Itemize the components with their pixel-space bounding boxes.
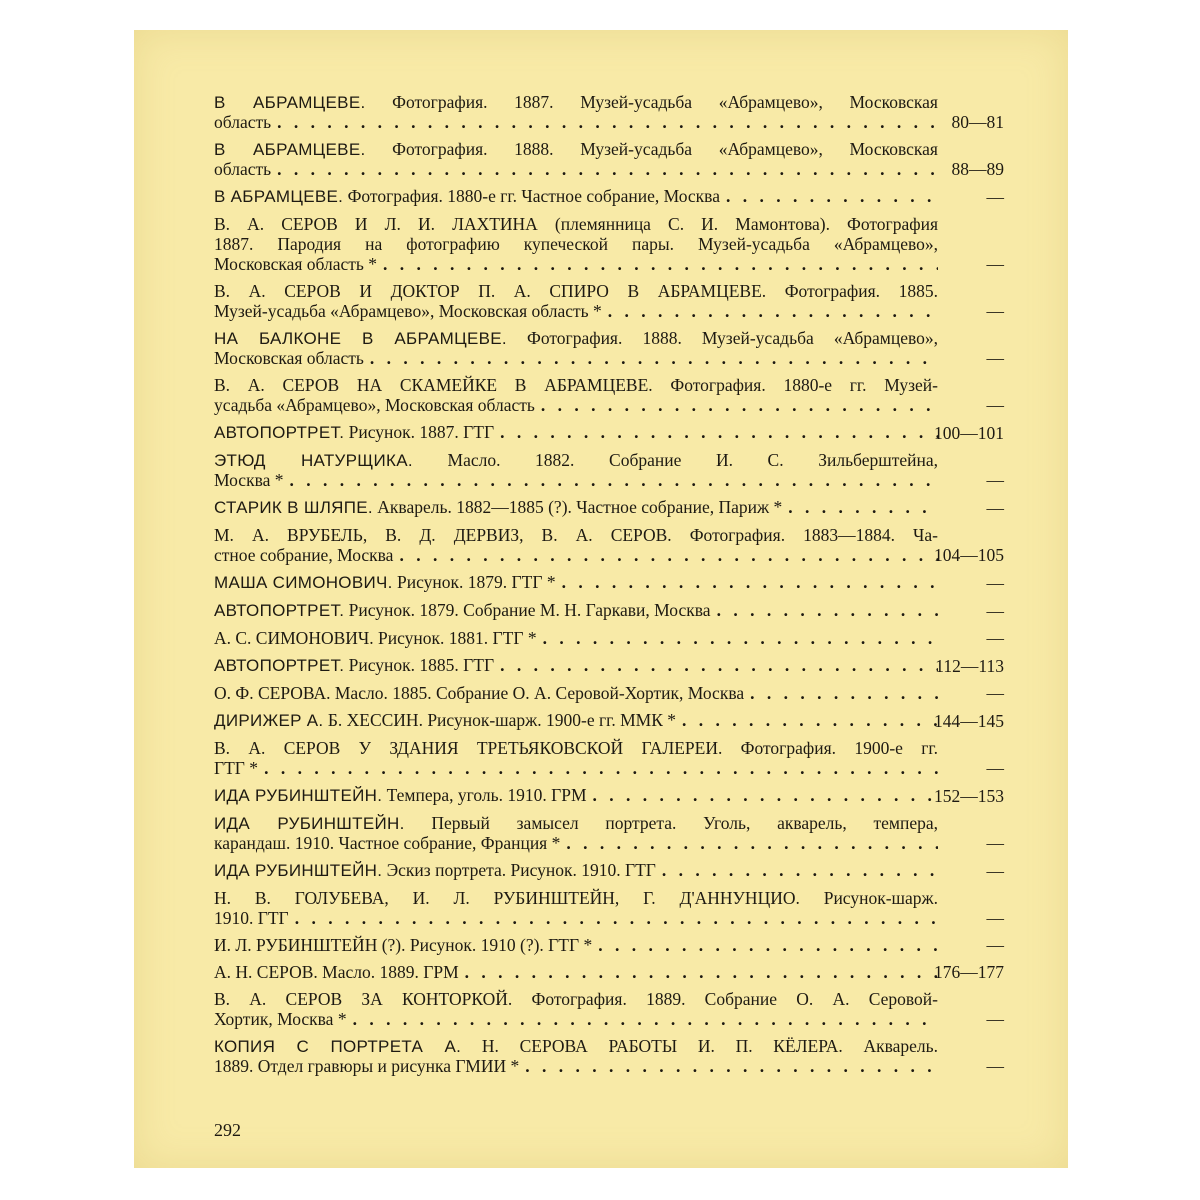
index-entry <box>214 738 1004 778</box>
dot-leader <box>608 301 938 321</box>
entry-line-text: ДИРИЖЕР А. Б. ХЕССИН. Рисунок-шарж. 1900-е гг. ММК * <box>214 710 677 730</box>
dot-leader <box>788 497 938 517</box>
index-entry <box>214 422 1004 443</box>
entry-page-ref: — <box>986 683 1004 703</box>
entry-description <box>214 572 938 593</box>
entry-description <box>214 214 938 274</box>
dot-leader <box>717 600 938 620</box>
dot-leader <box>277 112 938 132</box>
entry-line-text: область <box>214 112 272 132</box>
entry-line: В АБРАМЦЕВЕ. Фотография. 1888. Музей-усадьба «Абрамцево», Московская <box>214 139 938 159</box>
entry-page-ref: 112—113 <box>935 656 1004 676</box>
entry-line <box>214 395 938 415</box>
entry-description <box>214 600 938 621</box>
entry-line <box>214 112 938 132</box>
index-entry <box>214 214 1004 274</box>
entry-title: В АБРАМЦЕВЕ. <box>214 187 344 206</box>
index-entry <box>214 935 1004 955</box>
dot-leader <box>726 186 938 206</box>
entry-line-text: А. Н. СЕРОВ. Масло. 1889. ГРМ <box>214 962 459 982</box>
entry-line-text: АВТОПОРТРЕТ. Рисунок. 1887. ГТГ <box>214 422 495 442</box>
entry-line-text: усадьба «Абрамцево», Московская область <box>214 395 535 415</box>
entry-line <box>214 186 938 207</box>
entry-title: НА БАЛКОНЕ В АБРАМЦЕВЕ. <box>214 329 507 348</box>
entry-line: В. А. СЕРОВ У ЗДАНИЯ ТРЕТЬЯКОВСКОЙ ГАЛЕРЕИ. Фотография. 1900-е гг. <box>214 738 938 758</box>
entry-line <box>214 833 938 853</box>
entry-title: СТАРИК В ШЛЯПЕ. <box>214 498 373 517</box>
index-entry <box>214 628 1004 648</box>
entry-title: ЭТЮД НАТУРЩИКА. <box>214 451 413 470</box>
entry-line-text: МАША СИМОНОВИЧ. Рисунок. 1879. ГТГ * <box>214 572 556 592</box>
entry-line-text: Музей-усадьба «Абрамцево», Московская область * <box>214 301 602 321</box>
dot-leader <box>562 572 938 592</box>
entry-line: НА БАЛКОНЕ В АБРАМЦЕВЕ. Фотография. 1888. Музей-усадьба «Абрамцево», <box>214 328 938 348</box>
dot-leader <box>353 1009 938 1029</box>
index-entry <box>214 785 1004 806</box>
index-entry <box>214 186 1004 207</box>
entry-line-text: СТАРИК В ШЛЯПЕ. Акварель. 1882—1885 (?). Частное собрание, Париж * <box>214 497 783 517</box>
entry-line <box>214 422 938 443</box>
entry-description <box>214 450 938 490</box>
entry-line-text: ИДА РУБИНШТЕЙН. Темпера, уголь. 1910. ГРМ <box>214 785 587 805</box>
index-entry <box>214 989 1004 1029</box>
entry-description <box>214 655 938 676</box>
entry-title: МАША СИМОНОВИЧ. <box>214 573 393 592</box>
entry-line <box>214 600 938 621</box>
entry-description <box>214 92 938 132</box>
entry-line: Н. В. ГОЛУБЕВА, И. Л. РУБИНШТЕЙН, Г. Д'АННУНЦИО. Рисунок-шарж. <box>214 888 938 908</box>
dot-leader <box>566 833 938 853</box>
index-entry <box>214 962 1004 982</box>
entry-line-text: И. Л. РУБИНШТЕЙН (?). Рисунок. 1910 (?). ГТГ * <box>214 935 593 955</box>
entry-line <box>214 758 938 778</box>
entry-description <box>214 186 938 207</box>
entry-line <box>214 683 938 703</box>
entry-line <box>214 545 938 565</box>
entry-line <box>214 935 938 955</box>
entry-page-ref: — <box>986 254 1004 274</box>
dot-leader <box>295 908 938 928</box>
index-entry <box>214 655 1004 676</box>
index-entry <box>214 450 1004 490</box>
dot-leader <box>750 683 938 703</box>
entry-title: АВТОПОРТРЕТ. <box>214 423 345 442</box>
entry-line: ИДА РУБИНШТЕЙН. Первый замысел портрета. Уголь, акварель, темпера, <box>214 813 938 833</box>
entry-page-ref: — <box>986 395 1004 415</box>
entry-line-text: Московская область <box>214 348 364 368</box>
entry-description <box>214 375 938 415</box>
entry-page-ref: 100—101 <box>934 423 1004 443</box>
dot-leader <box>370 348 938 368</box>
illustration-index-list <box>214 92 1004 1083</box>
index-entry <box>214 572 1004 593</box>
index-entry <box>214 525 1004 565</box>
entry-line <box>214 572 938 593</box>
dot-leader <box>465 962 938 982</box>
entry-page-ref: — <box>986 573 1004 593</box>
index-entry <box>214 813 1004 853</box>
entry-page-ref: — <box>986 1056 1004 1076</box>
entry-line-text: 1889. Отдел гравюры и рисунка ГМИИ * <box>214 1056 520 1076</box>
book-page <box>134 30 1068 1168</box>
entry-line-text: Московская область * <box>214 254 378 274</box>
entry-line-text: область <box>214 159 272 179</box>
entry-line <box>214 785 938 806</box>
entry-line-text: ГТГ * <box>214 758 259 778</box>
entry-line-text: Москва * <box>214 470 284 490</box>
entry-title: ИДА РУБИНШТЕЙН. <box>214 861 383 880</box>
entry-line <box>214 710 938 731</box>
entry-description <box>214 281 938 321</box>
index-entry <box>214 1036 1004 1076</box>
entry-page-ref: — <box>986 498 1004 518</box>
entry-description <box>214 989 938 1029</box>
entry-page-ref: — <box>986 301 1004 321</box>
dot-leader <box>593 785 938 805</box>
entry-page-ref: 144—145 <box>934 711 1004 731</box>
entry-description <box>214 738 938 778</box>
dot-leader <box>682 710 938 730</box>
entry-line-text: АВТОПОРТРЕТ. Рисунок. 1885. ГТГ <box>214 655 495 675</box>
entry-page-ref: — <box>986 758 1004 778</box>
entry-page-ref: — <box>986 601 1004 621</box>
index-entry <box>214 860 1004 881</box>
entry-line <box>214 301 938 321</box>
entry-title: ИДА РУБИНШТЕЙН. <box>214 814 405 833</box>
entry-description <box>214 785 938 806</box>
entry-title: КОПИЯ С ПОРТРЕТА А. <box>214 1037 462 1056</box>
entry-line <box>214 962 938 982</box>
entry-title: АВТОПОРТРЕТ. <box>214 656 345 675</box>
entry-page-ref: 80—81 <box>951 112 1004 132</box>
entry-title: В АБРАМЦЕВЕ. <box>214 140 366 159</box>
entry-line: В АБРАМЦЕВЕ. Фотография. 1887. Музей-усадьба «Абрамцево», Московская <box>214 92 938 112</box>
entry-page-ref: 104—105 <box>934 545 1004 565</box>
entry-line-text: В АБРАМЦЕВЕ. Фотография. 1880-е гг. Частное собрание, Москва <box>214 186 720 206</box>
dot-leader <box>290 470 938 490</box>
entry-line <box>214 470 938 490</box>
entry-title: ИДА РУБИНШТЕЙН. <box>214 786 383 805</box>
dot-leader <box>399 545 938 565</box>
page-number: 292 <box>214 1120 241 1140</box>
index-entry <box>214 328 1004 368</box>
entry-line: В. А. СЕРОВ И ДОКТОР П. А. СПИРО В АБРАМЦЕВЕ. Фотография. 1885. <box>214 281 938 301</box>
dot-leader <box>598 935 938 955</box>
entry-line <box>214 348 938 368</box>
entry-description <box>214 328 938 368</box>
index-entry <box>214 281 1004 321</box>
dot-leader <box>500 422 938 442</box>
dot-leader <box>662 860 938 880</box>
dot-leader <box>264 758 938 778</box>
dot-leader <box>500 655 938 675</box>
entry-description <box>214 935 938 955</box>
entry-page-ref: — <box>986 935 1004 955</box>
dot-leader <box>525 1056 938 1076</box>
entry-description <box>214 710 938 731</box>
entry-page-ref: — <box>986 833 1004 853</box>
entry-line <box>214 628 938 648</box>
entry-line: В. А. СЕРОВ И Л. И. ЛАХТИНА (племянница С. И. Мамонтова). Фотография <box>214 214 938 234</box>
index-entry <box>214 497 1004 518</box>
index-entry <box>214 139 1004 179</box>
entry-page-ref: — <box>986 1009 1004 1029</box>
dot-leader <box>383 254 938 274</box>
entry-page-ref: — <box>986 187 1004 207</box>
entry-description <box>214 962 938 982</box>
entry-description <box>214 628 938 648</box>
entry-line: В. А. СЕРОВ НА СКАМЕЙКЕ В АБРАМЦЕВЕ. Фотография. 1880-е гг. Музей- <box>214 375 938 395</box>
entry-line <box>214 1056 938 1076</box>
index-entry <box>214 710 1004 731</box>
entry-title: ДИРИЖЕР А. <box>214 711 324 730</box>
entry-description <box>214 1036 938 1076</box>
entry-line: В. А. СЕРОВ ЗА КОНТОРКОЙ. Фотография. 1889. Собрание О. А. Серовой- <box>214 989 938 1009</box>
entry-description <box>214 813 938 853</box>
entry-line-text: карандаш. 1910. Частное собрание, Франция * <box>214 833 561 853</box>
index-entry <box>214 600 1004 621</box>
entry-line-text: АВТОПОРТРЕТ. Рисунок. 1879. Собрание М. Н. Гаркави, Москва <box>214 600 711 620</box>
entry-description <box>214 683 938 703</box>
entry-page-ref: — <box>986 861 1004 881</box>
entry-line <box>214 655 938 676</box>
entry-line-text: Хортик, Москва * <box>214 1009 347 1029</box>
dot-leader <box>541 395 938 415</box>
entry-description <box>214 888 938 928</box>
index-entry <box>214 375 1004 415</box>
entry-title: В АБРАМЦЕВЕ. <box>214 93 366 112</box>
entry-page-ref: — <box>986 628 1004 648</box>
entry-line: 1887. Пародия на фотографию купеческой пары. Музей-усадьба «Абрамцево», <box>214 234 938 254</box>
entry-line <box>214 254 938 274</box>
entry-description <box>214 525 938 565</box>
entry-page-ref: — <box>986 348 1004 368</box>
entry-line-text: 1910. ГТГ <box>214 908 289 928</box>
entry-line <box>214 497 938 518</box>
dot-leader <box>543 628 938 648</box>
entry-line: М. А. ВРУБЕЛЬ, В. Д. ДЕРВИЗ, В. А. СЕРОВ. Фотография. 1883—1884. Ча- <box>214 525 938 545</box>
entry-title: АВТОПОРТРЕТ. <box>214 601 345 620</box>
entry-line: КОПИЯ С ПОРТРЕТА А. Н. СЕРОВА РАБОТЫ И. П. КЁЛЕРА. Акварель. <box>214 1036 938 1056</box>
entry-description <box>214 422 938 443</box>
entry-page-ref: — <box>986 470 1004 490</box>
entry-description <box>214 497 938 518</box>
entry-line <box>214 860 938 881</box>
entry-description <box>214 860 938 881</box>
dot-leader <box>277 159 938 179</box>
entry-page-ref: 152—153 <box>934 786 1004 806</box>
entry-line-text: А. С. СИМОНОВИЧ. Рисунок. 1881. ГТГ * <box>214 628 537 648</box>
entry-page-ref: 176—177 <box>934 962 1004 982</box>
entry-line-text: ИДА РУБИНШТЕЙН. Эскиз портрета. Рисунок. 1910. ГТГ <box>214 860 656 880</box>
entry-line: ЭТЮД НАТУРЩИКА. Масло. 1882. Собрание И. С. Зильберштейна, <box>214 450 938 470</box>
index-entry <box>214 888 1004 928</box>
entry-description <box>214 139 938 179</box>
entry-line-text: стное собрание, Москва <box>214 545 394 565</box>
index-entry <box>214 683 1004 703</box>
entry-line <box>214 908 938 928</box>
entry-line-text: О. Ф. СЕРОВА. Масло. 1885. Собрание О. А. Серовой-Хортик, Москва <box>214 683 745 703</box>
entry-line <box>214 159 938 179</box>
index-entry <box>214 92 1004 132</box>
entry-page-ref: — <box>986 908 1004 928</box>
entry-line <box>214 1009 938 1029</box>
entry-page-ref: 88—89 <box>951 159 1004 179</box>
